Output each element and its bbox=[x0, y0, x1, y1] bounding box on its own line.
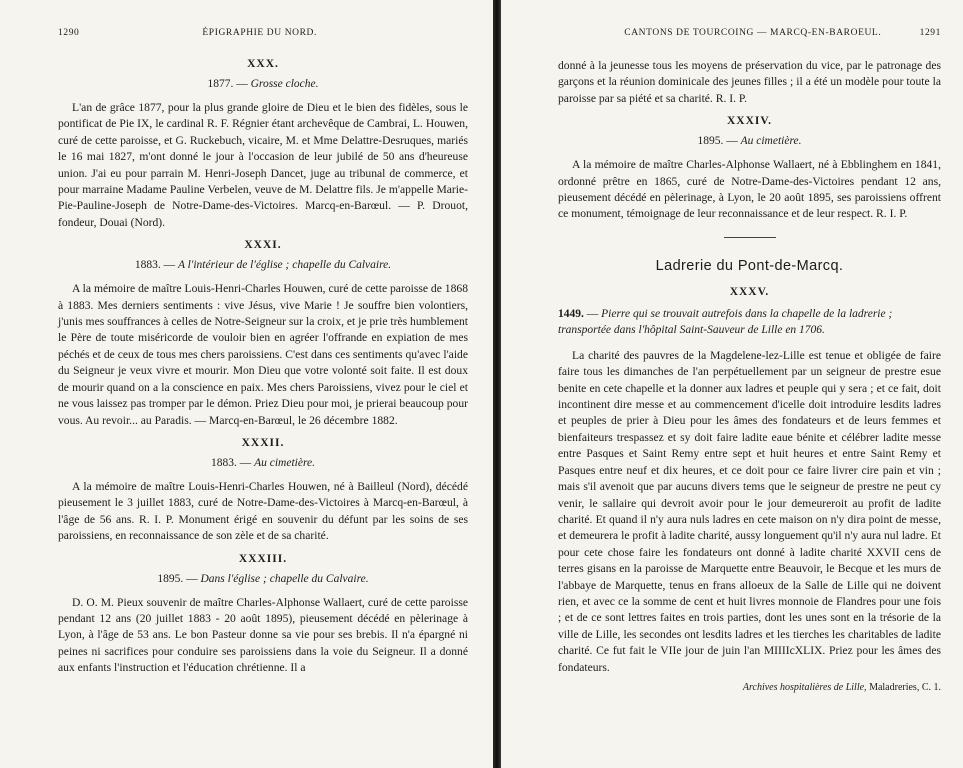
entry-heading: 1895. — Dans l'église ; chapelle du Calvaire. bbox=[157, 572, 369, 585]
source-citation bbox=[558, 682, 941, 693]
source-reference: Maladreries, C. 1. bbox=[869, 681, 941, 693]
entry-subtitle: Au cimetière. bbox=[740, 135, 802, 148]
entry-year: 1883. bbox=[134, 259, 161, 272]
entry-year: 1877. bbox=[207, 78, 234, 90]
entry-year: 1883. bbox=[210, 456, 237, 469]
entry-subtitle: Dans l'église ; chapelle du Calvaire. bbox=[200, 572, 369, 585]
right-running-title: CANTONS DE TOURCOING — MARCQ-EN-BAROEUL. bbox=[624, 28, 882, 38]
entry-numeral: XXX. bbox=[247, 58, 279, 70]
entry-number: 1449. bbox=[558, 307, 584, 320]
entry-heading: 1895. — Au cimetière. bbox=[697, 135, 802, 148]
entry-text: L'an de grâce 1877, pour la plus grande gloire de Dieu et le bien des fidèles, sous le pontificat de Pie IX, le cardinal R. F. Régnier étant archevêque de Cambrai, L. Houwen, curé de cette paroisse, et G. Ruckebuch, vicaire, M. et Mme Delattre-Desruques, mariés le 16 mai 1827, m'ont donné le jour à l'occasion de leur jubilé de 50 ans d'heureuse union. J'ai eu pour parrain M. Henri-Joseph Dancet, juge au tribunal de commerce, et pour marraine Madame Pauline Verbelen, veuve de M. Delattre fils. Je m'appelle Marie-Pie-Pauline-Joseph de Notre-Dame-des-Victoires. Marcq-en-Barœul. — P. Drouot, fondeur, Douai (Nord). bbox=[58, 101, 468, 229]
right-running-head bbox=[558, 28, 941, 38]
entry-text: D. O. M. Pieux souvenir de maître Charles-Alphonse Wallaert, curé de cette paroisse pendant 12 ans (20 juillet 1883 - 20 août 1895), pieusement décédé en pèlerinage à Lyon, à l'âge de 53 ans. Le bon Pasteur donne sa vie pour ses brebis. Il n'a épargné ni peines ni sacrifices pour conduire ses paroissiens dans la voie du Seigneur. Il a donné aux enfants l'instruction et l'éducation chrétienne. Il a bbox=[58, 595, 468, 675]
source-archive: Archives hospitalières de Lille, bbox=[742, 681, 867, 693]
entry-text: A la mémoire de maître Louis-Henri-Charles Houwen, né à Bailleul (Nord), décédé pieusement le 3 juillet 1883, curé de Notre-Dame-des-Victoires à Marcq-en-Barœul, à l'âge de 56 ans. R. I. P. Monument érigé en souvenir du défunt par les soins de ses paroissiens, en reconnaissance de son zèle et de sa charité. bbox=[58, 479, 468, 543]
left-running-head bbox=[58, 28, 468, 38]
entry-heading: 1449. — Pierre qui se trouvait autrefois dans la chapelle de la ladrerie ; transportée dans l'hôpital Saint-Sauveur de Lille en 1706. bbox=[558, 307, 893, 336]
entry-subtitle: A l'intérieur de l'église ; chapelle du Calvaire. bbox=[177, 259, 392, 272]
entry-numeral: XXXII. bbox=[241, 436, 285, 449]
entry-numeral: XXXI. bbox=[244, 239, 282, 252]
left-running-title: ÉPIGRAPHIE DU NORD. bbox=[202, 28, 317, 38]
entry-xxxi bbox=[58, 239, 468, 429]
entry-xxxiii bbox=[58, 553, 468, 677]
entry-heading: 1883. — A l'intérieur de l'église ; chapelle du Calvaire. bbox=[134, 259, 392, 272]
entry-text: La charité des pauvres de la Magdelene-lez-Lille est tenue et obligée de faire faire tous les dimanches de l'an perpétuellement par un seigneur de prestre esue benite en cete chapelle et la donner aux ladres et peuple qui y sera ; et ce fait, doit incontinent dire messe et au commencement d'icelle doit introduire lesdits ladres et peuples de prier à Dieu pour les âmes des fondateurs et de leurs femmes et bienfaiteurs trespassez et sy doit faire ladite eaue bénite et célébrer ladite messe entre Pasques et Saint Remy entre sept et huit heures et entre Saint Remy et Pasques entre neuf et dix heures, et ce doit pour ce faire livrer cire pain et vin ; mais s'il avenoit que par aucuns divers tems que le seigneur de prestre ne peut cy venir, le sallaire qui devroit avoir pour le jour demeureroit au profit de ladite charité. Et quand il n'y aura nuls ladres en cete maison on n'y dira point de messe, et demeurera le profit à ladite charité, aussy longuement qu'il n'y aura nul ladre. Et pour cete chose faire les fondateurs ont donné à ladite charité XXVII cens de terres gisans en la paroisse de Marquette entre Beauvoir, le Becque et les murs de l'abbaye de Marquette, tenus en frans alloeux de la Salle de Lille qui ne doivent rien, et avec ce la somme de cent et huit livres monnoie de Flandres pour une fois ; et de ce sont lettres faites en trois parties, dont les unes sont en la trésorie de la ville de Lille, les secondes ont lesdits ladres et les tierches les charitables de ladite charité. Ce fut fait le VIIe jour de juin l'an MIIIIcXLIX. Priez pour les âmes des fondateurs. bbox=[558, 348, 941, 674]
continuation-text: donné à la jeunesse tous les moyens de préservation du vice, par le patronage des garçons et la réunion dominicale des jeunes filles ; il a été un modèle pour toute la paroisse par sa piété et sa charité. R. I. P. bbox=[558, 59, 941, 105]
entry-text: A la mémoire de maître Louis-Henri-Charles Houwen, curé de cette paroisse de 1868 à 1883. Mes derniers sentiments : vive Jésus, vive Marie ! Je souffre bien volontiers, j'unis mes souffrances à celles de Notre-Seigneur sur la croix, et je prie très humblement le Père de toute miséricorde de vouloir bien en agréer l'offrande en expiation de mes péchés et de ceux de tous mes chers paroissiens. C'est dans ces sentiments qu'avec l'aide du Seigneur je veux vivre et mourir. Mon Dieu que votre volonté soit faite. Il est doux de mourir quand on a la conscience en paix. Mes chers Paroissiens, vivez pour le ciel et ne vous laissez pas tromper par le démon. Priez Dieu pour moi, je prierai beaucoup pour vous. Au revoir... au Paradis. — Marcq-en-Barœul, le 26 décembre 1882. bbox=[58, 282, 468, 427]
entry-heading: 1877. — Grosse cloche. bbox=[207, 78, 319, 90]
entry-xxxiv bbox=[558, 115, 941, 223]
entry-year: 1895. bbox=[157, 572, 184, 585]
entry-xxxv bbox=[558, 286, 941, 693]
entry-text: A la mémoire de maître Charles-Alphonse Wallaert, né à Ebblinghem en 1841, ordonné prêtre en 1865, curé de Notre-Dame-des-Victoires pendant 12 ans, pieusement décédé en pèlerinage, à Lyon, le 20 août 1895, ses paroissiens offrent ce monument, témoignage de leur reconnaissance et de leur respect. R. I. P. bbox=[558, 158, 941, 221]
entry-subtitle: Grosse cloche. bbox=[250, 78, 319, 90]
entry-xxxii bbox=[58, 437, 468, 545]
entry-subtitle: Au cimetière. bbox=[254, 456, 315, 469]
right-page bbox=[502, 0, 963, 768]
entry-numeral: XXXIII. bbox=[238, 552, 288, 565]
section-title: Ladrerie du Pont-de-Marcq. bbox=[655, 257, 844, 274]
section-divider bbox=[724, 237, 776, 238]
book-gutter bbox=[493, 0, 501, 768]
entry-heading: 1883. — Au cimetière. bbox=[210, 456, 315, 469]
entry-subtitle: Pierre qui se trouvait autrefois dans la chapelle de la ladrerie ; transportée dans l'hôpital Saint-Sauveur de Lille en 1706. bbox=[558, 307, 893, 336]
entry-numeral: XXXV. bbox=[729, 285, 770, 298]
entry-xxx bbox=[58, 58, 468, 231]
right-page-number: 1291 bbox=[919, 28, 941, 38]
entry-numeral: XXXIV. bbox=[726, 115, 773, 128]
left-page-number: 1290 bbox=[58, 28, 80, 38]
entry-year: 1895. bbox=[697, 135, 724, 148]
